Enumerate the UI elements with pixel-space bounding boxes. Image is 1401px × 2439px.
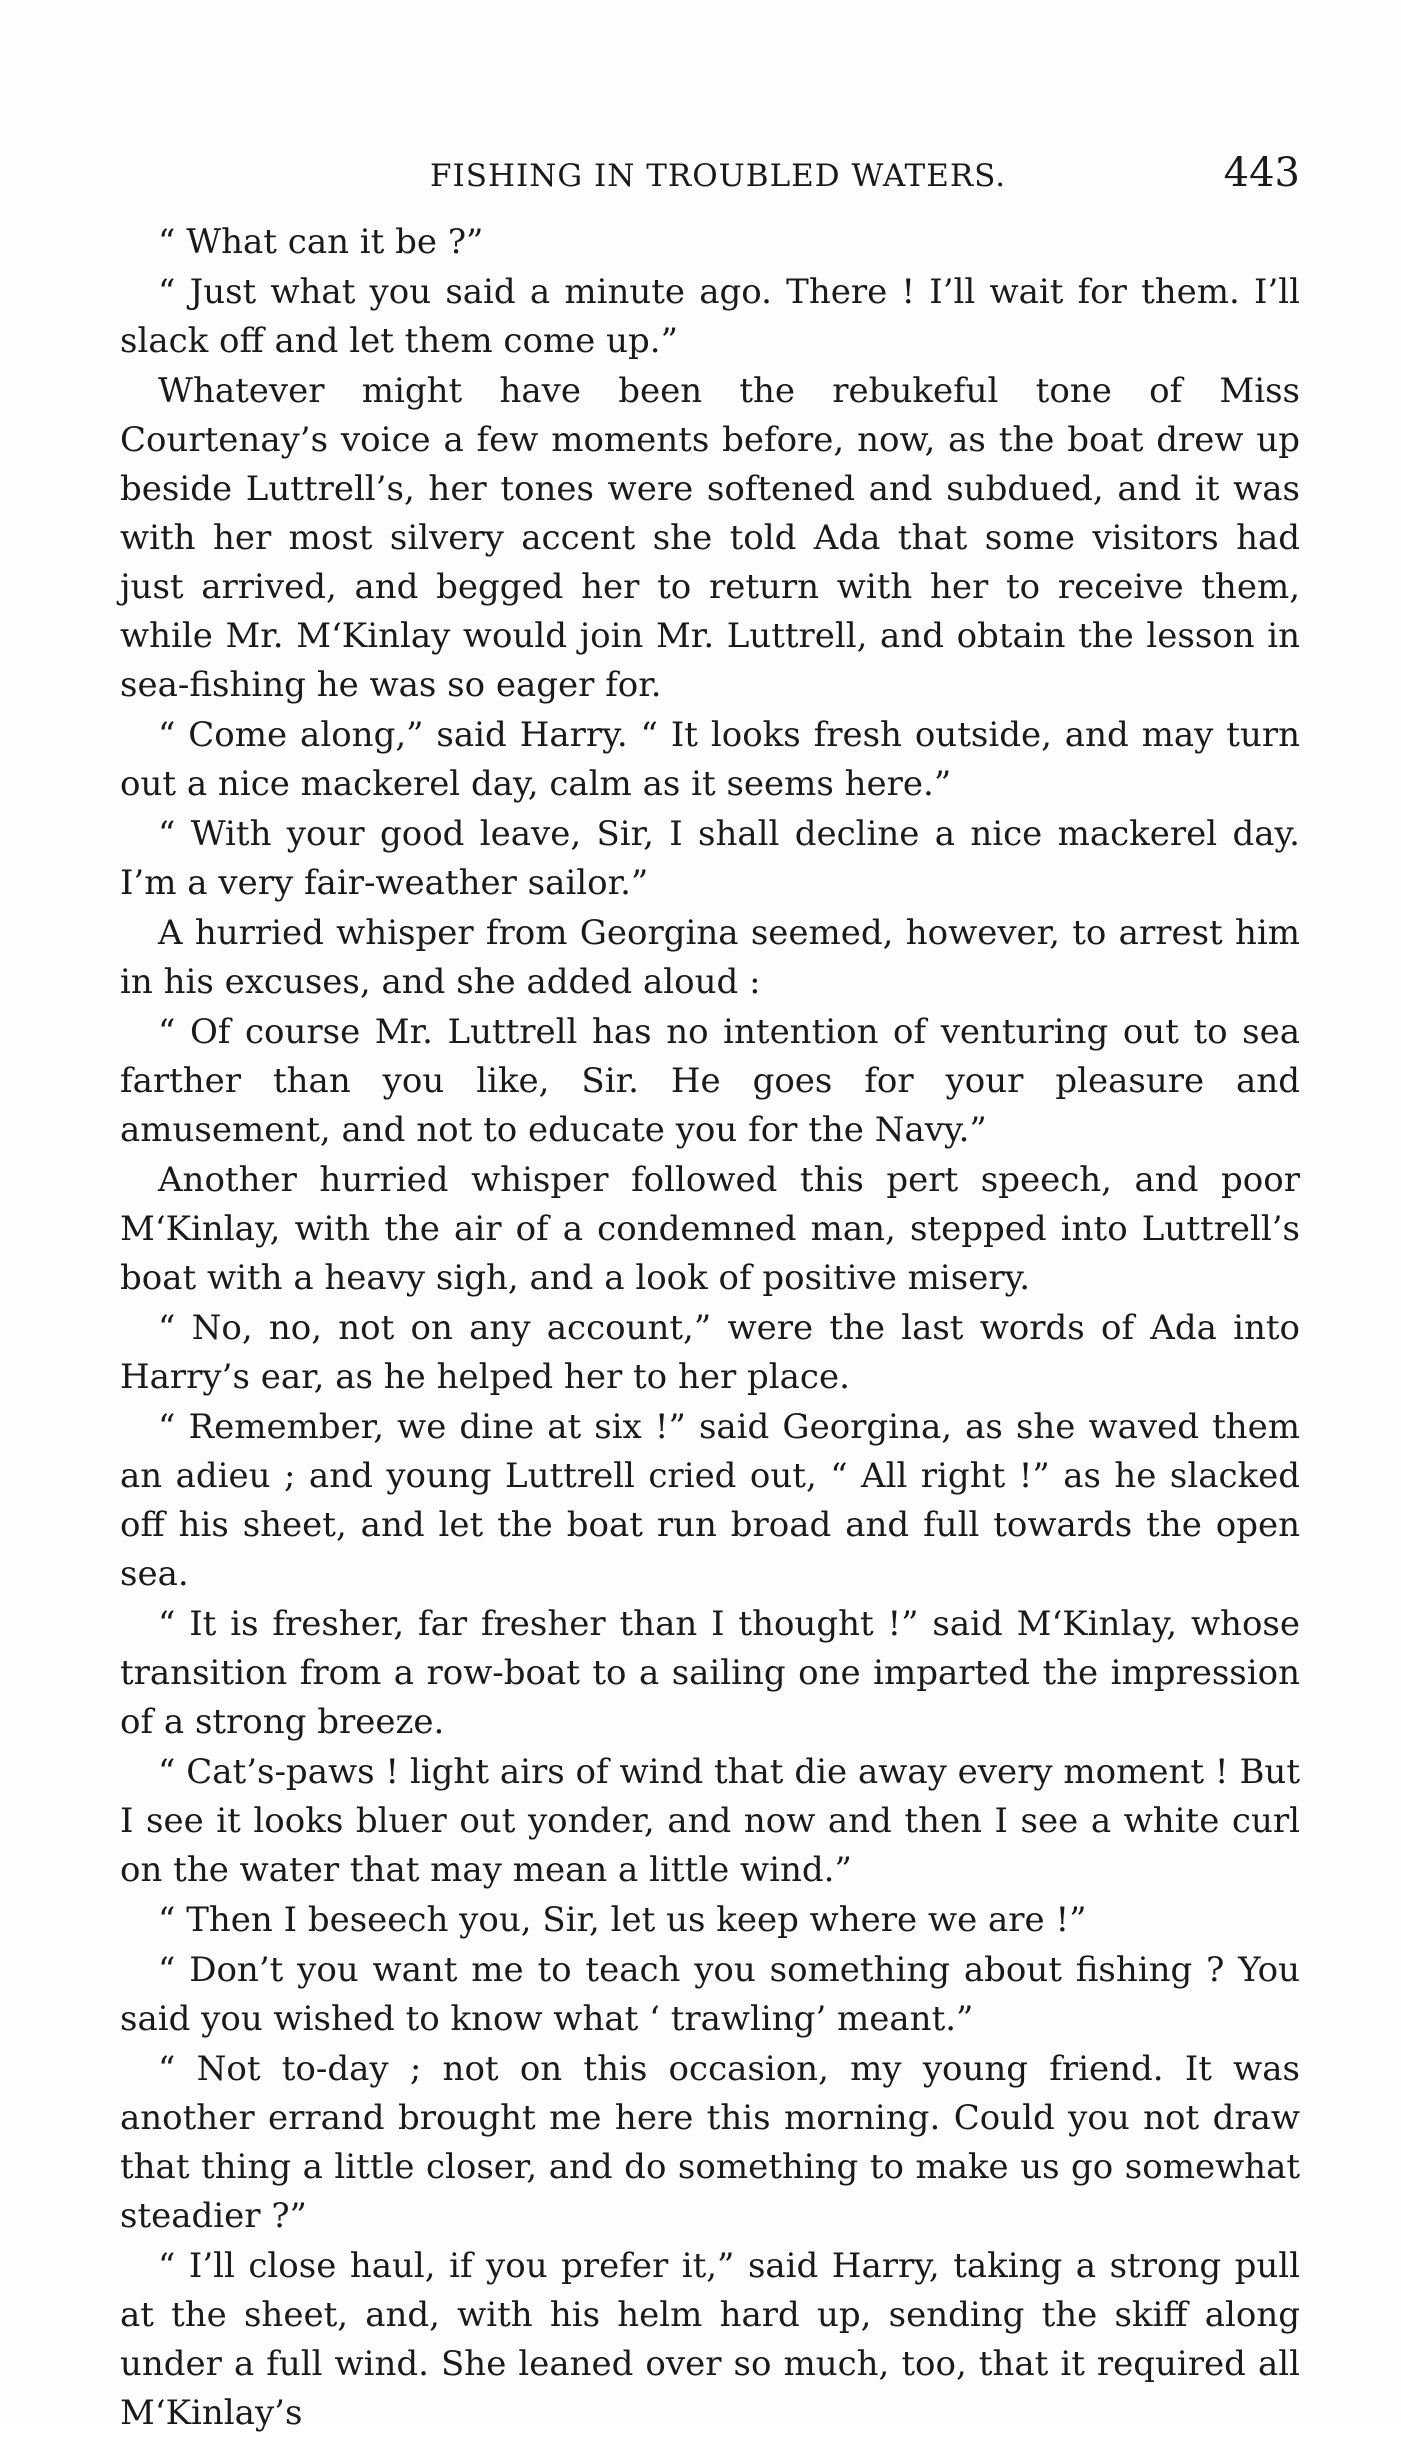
paragraph: “ Remember, we dine at six !” said Georgina, as she waved them an adieu ; and young Luttrell cried out, “ All right !” as he slacked off his sheet, and let the boat run broad and full towards the open sea.	[120, 1407, 1300, 1594]
paragraph: “ Then I beseech you, Sir, let us keep where we are !”	[158, 1900, 1087, 1940]
paragraph: A hurried whisper from Georgina seemed, however, to arrest him in his excuses, and she added aloud :	[120, 913, 1300, 1002]
paragraph: “ Not to-day ; not on this occasion, my young friend. It was another errand brought me here this morning. Could you not draw that thing a little closer, and do something to make us go somewhat steadier ?”	[120, 2049, 1300, 2236]
paragraph: “ No, no, not on any account,” were the last words of Ada into Harry’s ear, as he helped her to her place.	[120, 1308, 1300, 1397]
paragraph: “ It is fresher, far fresher than I thought !” said M‘Kinlay, whose transition from a row-boat to a sailing one imparted the impression of a strong breeze.	[120, 1604, 1300, 1742]
paragraph: “ I’ll close haul, if you prefer it,” said Harry, taking a strong pull at the sheet, and, with his helm hard up, sending the skiff along under a full wind. She leaned over so much, too, that it required all M‘Kinlay’s	[120, 2246, 1300, 2433]
paragraph: “ Don’t you want me to teach you something about fishing ? You said you wished to know what ‘ trawling’ meant.”	[120, 1950, 1300, 2039]
paragraph: Whatever might have been the rebukeful tone of Miss Courtenay’s voice a few moments before, now, as the boat drew up beside Luttrell’s, her tones were softened and subdued, and it was with her most silvery accent she told Ada that some visitors had just arrived, and begged her to return with her to receive them, while Mr. M‘Kinlay would join Mr. Luttrell, and obtain the lesson in sea-fishing he was so eager for.	[120, 371, 1300, 705]
paragraph: “ Come along,” said Harry. “ It looks fresh outside, and may turn out a nice mackerel day, calm as it seems here.”	[120, 715, 1300, 804]
running-title: FISHING IN TROUBLED WATERS.	[430, 158, 1007, 194]
page-number: 443	[1223, 150, 1300, 196]
paragraph: “ What can it be ?”	[158, 222, 484, 262]
running-head	[120, 150, 1300, 200]
paragraph: “ Of course Mr. Luttrell has no intention of venturing out to sea farther than you like, Sir. He goes for your pleasure and amusement, and not to educate you for the Navy.”	[120, 1012, 1300, 1150]
paragraph: “ Just what you said a minute ago. There ! I’ll wait for them. I’ll slack off and let them come up.”	[120, 272, 1300, 361]
paragraph: “ Cat’s-paws ! light airs of wind that die away every moment ! But I see it looks bluer out yonder, and now and then I see a white curl on the water that may mean a little wind.”	[120, 1752, 1300, 1890]
body-text	[120, 218, 1300, 2439]
paragraph: Another hurried whisper followed this pert speech, and poor M‘Kinlay, with the air of a condemned man, stepped into Luttrell’s boat with a heavy sigh, and a look of positive misery.	[120, 1160, 1300, 1298]
paragraph: “ With your good leave, Sir, I shall decline a nice mackerel day. I’m a very fair-weather sailor.”	[120, 814, 1300, 903]
